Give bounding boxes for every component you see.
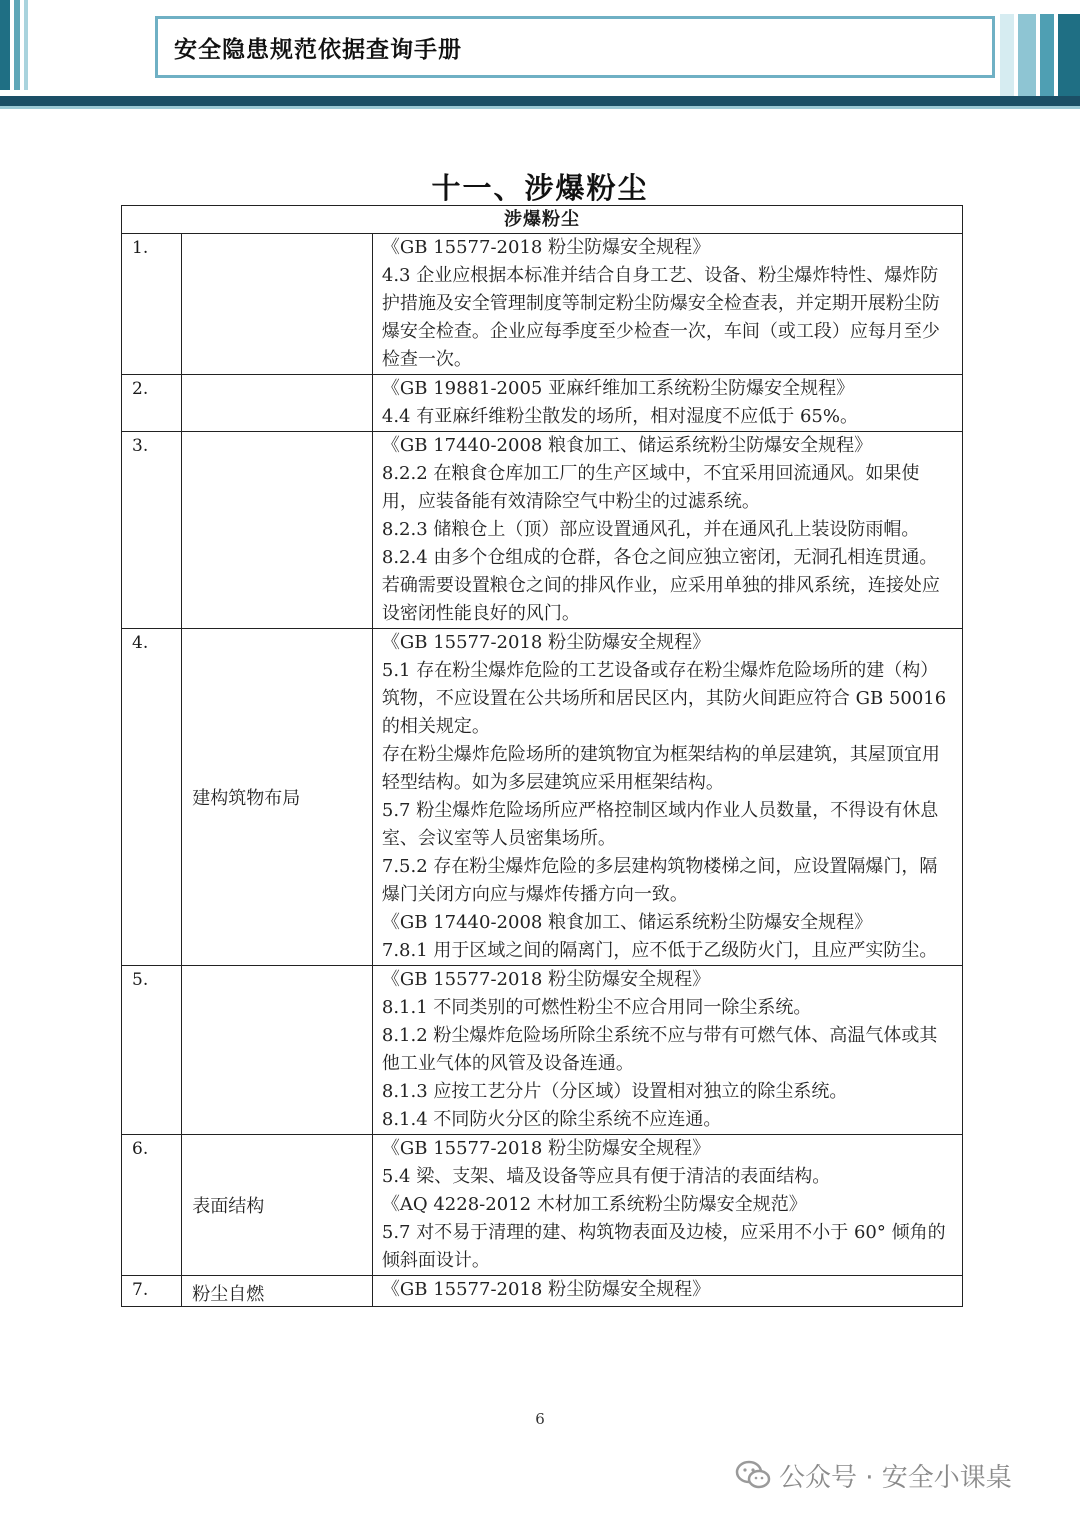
clause-text: 8.1.2 粉尘爆炸危险场所除尘系统不应与带有可燃气体、高温气体或其他工业气体的风管及设备连通。 bbox=[381, 1025, 938, 1074]
row-number: 7. bbox=[122, 1276, 182, 1307]
row-number: 2. bbox=[122, 375, 182, 432]
table-row bbox=[122, 234, 963, 375]
table-row bbox=[122, 1135, 963, 1276]
row-number: 5. bbox=[122, 966, 182, 1135]
standard-reference: 《GB 15577-2018 粉尘防爆安全规程》 bbox=[381, 237, 711, 258]
clause-text: 8.1.1 不同类别的可燃性粉尘不应合用同一除尘系统。 bbox=[381, 997, 812, 1018]
row-category: 建构筑物布局 bbox=[182, 629, 373, 966]
clause-text: 5.7 对不易于清理的建、构筑物表面及边棱，应采用不小于 60° 倾角的倾斜面设计。 bbox=[381, 1222, 946, 1271]
header-rule bbox=[0, 96, 1080, 106]
table-row bbox=[122, 375, 963, 432]
header-right-stripe-2 bbox=[1018, 14, 1036, 104]
table-row bbox=[122, 629, 963, 966]
standard-reference: 《AQ 4228-2012 木材加工系统粉尘防爆安全规范》 bbox=[381, 1194, 807, 1215]
standard-reference: 《GB 19881-2005 亚麻纤维加工系统粉尘防爆安全规程》 bbox=[381, 378, 855, 399]
header-right-stripe-3 bbox=[1040, 14, 1054, 104]
clause-text: 7.5.2 存在粉尘爆炸危险的多层建构筑物楼梯之间，应设置隔爆门，隔爆门关闭方向应与爆炸传播方向一致。 bbox=[381, 856, 938, 905]
clause-text: 8.2.4 由多个仓组成的仓群，各仓之间应独立密闭，无洞孔相连贯通。若确需要设置粮仓之间的排风作业，应采用单独的排风系统，连接处应设密闭性能良好的风门。 bbox=[381, 547, 940, 624]
standard-reference: 《GB 15577-2018 粉尘防爆安全规程》 bbox=[381, 1138, 711, 1159]
clause-text: 8.1.4 不同防火分区的除尘系统不应连通。 bbox=[381, 1109, 722, 1130]
standard-reference: 《GB 17440-2008 粮食加工、储运系统粉尘防爆安全规程》 bbox=[381, 912, 873, 933]
row-content bbox=[372, 629, 962, 966]
row-content bbox=[372, 432, 962, 629]
row-content bbox=[372, 966, 962, 1135]
table-row bbox=[122, 432, 963, 629]
header-stripe-mid bbox=[14, 0, 20, 90]
row-content bbox=[372, 375, 962, 432]
table-caption: 涉爆粉尘 bbox=[122, 206, 963, 234]
clause-text: 7.8.1 用于区域之间的隔离门，应不低于乙级防火门，且应严实防尘。 bbox=[381, 940, 938, 961]
row-content bbox=[372, 1135, 962, 1276]
clause-text: 5.4 梁、支架、墙及设备等应具有便于清洁的表面结构。 bbox=[381, 1166, 831, 1187]
row-number: 4. bbox=[122, 629, 182, 966]
row-category bbox=[182, 375, 373, 432]
row-content bbox=[372, 234, 962, 375]
row-number: 6. bbox=[122, 1135, 182, 1276]
clause-text: 5.1 存在粉尘爆炸危险的工艺设备或存在粉尘爆炸危险场所的建（构）筑物，不应设置在公共场所和居民区内，其防火间距应符合 GB 50016 的相关规定。 bbox=[381, 660, 952, 737]
table-row bbox=[122, 1276, 963, 1307]
clause-text: 存在粉尘爆炸危险场所的建筑物宜为框架结构的单层建筑，其屋顶宜用轻型结构。如为多层建筑应采用框架结构。 bbox=[381, 744, 940, 793]
header-stripe-light bbox=[24, 0, 28, 90]
row-category bbox=[182, 432, 373, 629]
wechat-icon bbox=[735, 1460, 771, 1490]
row-number: 1. bbox=[122, 234, 182, 375]
clause-text: 5.7 粉尘爆炸危险场所应严格控制区域内作业人员数量，不得设有休息室、会议室等人员密集场所。 bbox=[381, 800, 939, 849]
table-caption-row bbox=[122, 206, 963, 234]
table-row bbox=[122, 966, 963, 1135]
row-number: 3. bbox=[122, 432, 182, 629]
clause-text: 8.2.3 储粮仓上（顶）部应设置通风孔，并在通风孔上装设防雨帽。 bbox=[381, 519, 920, 540]
watermark-text: 公众号 · 安全小课桌 bbox=[779, 1462, 1012, 1493]
header-right-stripe-4 bbox=[1058, 14, 1080, 104]
standard-reference: 《GB 17440-2008 粮食加工、储运系统粉尘防爆安全规程》 bbox=[381, 435, 873, 456]
header-right-stripe-1 bbox=[1000, 14, 1014, 104]
header-rule-light bbox=[0, 106, 1080, 109]
clause-text: 8.1.3 应按工艺分片（分区域）设置相对独立的除尘系统。 bbox=[381, 1081, 848, 1102]
row-category: 表面结构 bbox=[182, 1135, 373, 1276]
standard-reference: 《GB 15577-2018 粉尘防爆安全规程》 bbox=[381, 632, 711, 653]
standard-reference: 《GB 15577-2018 粉尘防爆安全规程》 bbox=[381, 1279, 711, 1300]
page-number: 6 bbox=[535, 1410, 545, 1428]
regulation-table bbox=[121, 205, 963, 1307]
clause-text: 8.2.2 在粮食仓库加工厂的生产区域中，不宜采用回流通风。如果使用，应装备能有效清除空气中粉尘的过滤系统。 bbox=[381, 463, 920, 512]
standard-reference: 《GB 15577-2018 粉尘防爆安全规程》 bbox=[381, 969, 711, 990]
manual-title: 安全隐患规范依据查询手册 bbox=[174, 37, 462, 63]
row-content bbox=[372, 1276, 962, 1307]
row-category bbox=[182, 966, 373, 1135]
clause-text: 4.3 企业应根据本标准并结合自身工艺、设备、粉尘爆炸特性、爆炸防护措施及安全管理制度等制定粉尘防爆安全检查表，并定期开展粉尘防爆安全检查。企业应每季度至少检查一次，车间（或工段）应每月至少检查一次。 bbox=[381, 265, 940, 370]
clause-text: 4.4 有亚麻纤维粉尘散发的场所，相对湿度不应低于 65%。 bbox=[381, 406, 858, 427]
section-title: 十一、涉爆粉尘 bbox=[431, 171, 649, 205]
row-category: 粉尘自燃 bbox=[182, 1276, 373, 1307]
row-category bbox=[182, 234, 373, 375]
header-title-box bbox=[155, 16, 995, 78]
watermark bbox=[735, 1452, 1065, 1498]
header-stripe-dark bbox=[0, 0, 10, 90]
